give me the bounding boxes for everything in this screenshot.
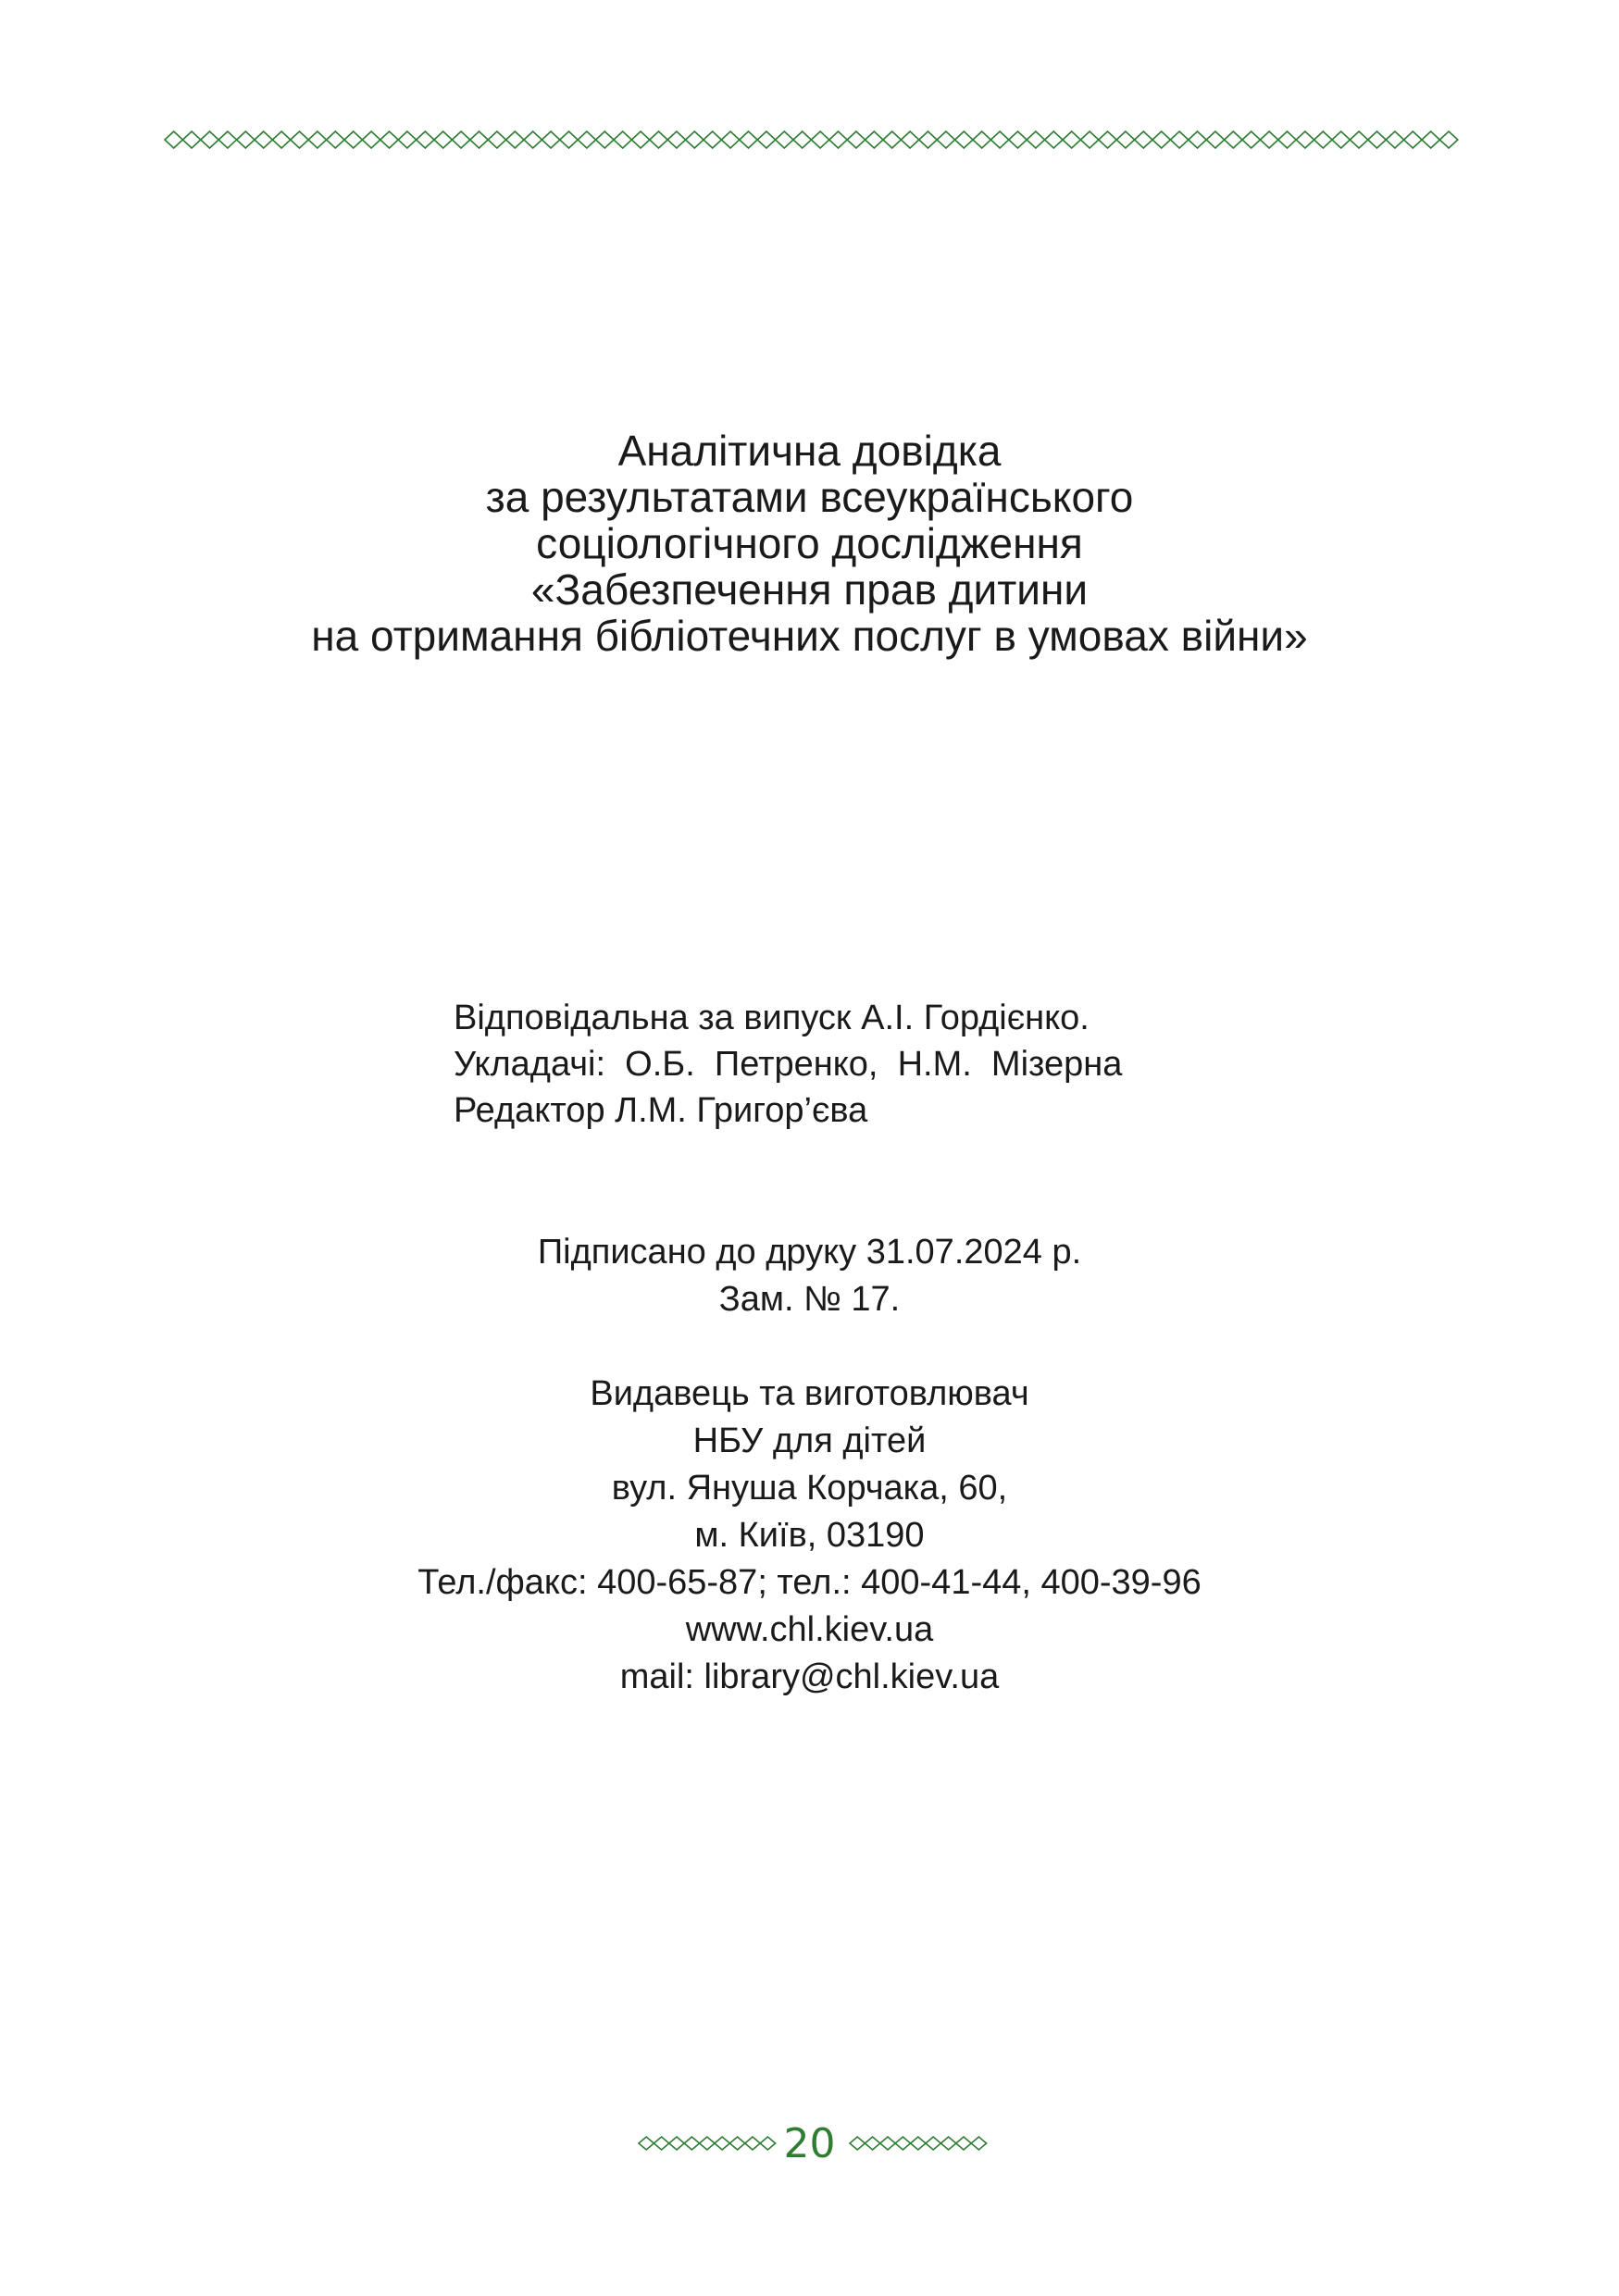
ornament-diamond xyxy=(847,131,865,148)
ornament-diamond xyxy=(911,2137,926,2150)
ornament-diamond xyxy=(1278,131,1296,148)
publisher-street: вул. Януша Корчака, 60, xyxy=(611,1469,1008,1508)
footer-right-ornament-icon xyxy=(850,2135,987,2152)
ornament-diamond xyxy=(1116,131,1134,148)
ornament-diamond xyxy=(937,131,954,148)
ornament-diamond xyxy=(1080,131,1098,148)
ornament-diamond xyxy=(362,131,380,148)
ornament-diamond xyxy=(895,2137,910,2150)
ornament-diamond xyxy=(1260,131,1277,148)
ornament-diamond xyxy=(344,131,362,148)
ornament-diamond xyxy=(1332,131,1350,148)
ornament-diamond xyxy=(1422,131,1439,148)
ornament-diamond xyxy=(578,131,595,148)
publisher-email: mail: library@chl.kiev.ua xyxy=(619,1657,1000,1696)
title-line-3: соціологічного дослідження xyxy=(536,519,1083,567)
ornament-diamond xyxy=(417,131,434,148)
ornament-diamond xyxy=(650,131,667,148)
ornament-diamond xyxy=(704,131,721,148)
ornament-diamond xyxy=(1135,131,1152,148)
ornament-diamond xyxy=(1314,131,1332,148)
signed-to-print: Підписано до друку 31.07.2024 р. xyxy=(537,1233,1082,1272)
ornament-diamond xyxy=(218,131,236,148)
ornament-diamond xyxy=(1404,131,1422,148)
ornament-diamond xyxy=(990,131,1008,148)
title-line-4: «Забезпечення прав дитини xyxy=(530,565,1089,614)
ornament-diamond xyxy=(1099,131,1116,148)
ornament-diamond xyxy=(470,131,488,148)
ornament-diamond xyxy=(971,2137,986,2150)
ornament-diamond xyxy=(291,131,308,148)
publisher-city: м. Київ, 03190 xyxy=(694,1516,925,1555)
ornament-diamond xyxy=(955,131,973,148)
order-number: Зам. № 17. xyxy=(718,1280,901,1319)
publisher-website: www.chl.kiev.ua xyxy=(685,1610,934,1649)
ornament-diamond xyxy=(1439,131,1457,148)
ornament-diamond xyxy=(542,131,559,148)
editor-line: Редактор Л.М. Григор’єва xyxy=(454,1091,868,1130)
imprint-spacer xyxy=(0,1323,1619,1371)
ornament-diamond xyxy=(398,131,416,148)
compilers-line: Укладачі: О.Б. Петренко, Н.М. Мізерна xyxy=(454,1045,1123,1084)
imprint-block xyxy=(0,1229,1619,1701)
ornament-diamond xyxy=(829,131,847,148)
title-line-2: за результатами всеукраїнського xyxy=(485,473,1134,521)
ornament-diamond xyxy=(1189,131,1206,148)
ornament-diamond xyxy=(776,131,793,148)
ornament-diamond xyxy=(793,131,811,148)
ornament-diamond xyxy=(1009,131,1027,148)
ornament-diamond xyxy=(182,131,200,148)
page-footer xyxy=(0,2116,1619,2172)
ornament-diamond xyxy=(1225,131,1242,148)
ornament-diamond xyxy=(631,131,649,148)
ornament-diamond xyxy=(667,131,685,148)
ornament-diamond xyxy=(850,2137,865,2150)
ornament-diamond xyxy=(866,131,883,148)
ornament-diamond xyxy=(956,2137,971,2150)
ornament-diamond xyxy=(1386,131,1403,148)
ornament-diamond xyxy=(721,131,739,148)
ornament-diamond xyxy=(272,131,290,148)
ornament-diamond xyxy=(327,131,344,148)
ornament-diamond xyxy=(919,131,937,148)
ornament-diamond xyxy=(1350,131,1367,148)
ornament-diamond xyxy=(1045,131,1063,148)
ornament-diamond xyxy=(1296,131,1314,148)
ornament-diamond xyxy=(1027,131,1044,148)
ornament-diamond xyxy=(811,131,828,148)
ornament-diamond xyxy=(686,131,704,148)
ornament-diamond xyxy=(1152,131,1170,148)
credits-block xyxy=(454,995,1122,1134)
title-line-5: на отримання бібліотечних послуг в умовах війни» xyxy=(311,612,1308,660)
top-diamond-ornament-icon xyxy=(165,130,1459,150)
ornament-diamond xyxy=(434,131,452,148)
ornament-diamond xyxy=(1063,131,1080,148)
ornament-diamond xyxy=(596,131,614,148)
title-line-1: Аналітична довідка xyxy=(617,427,1002,475)
ornament-diamond xyxy=(757,131,775,148)
ornament-diamond xyxy=(614,131,631,148)
ornament-diamond xyxy=(524,131,542,148)
ornament-diamond xyxy=(1170,131,1188,148)
publisher-name: НБУ для дітей xyxy=(692,1421,927,1460)
ornament-diamond xyxy=(740,131,757,148)
ornament-diamond xyxy=(880,2137,895,2150)
ornament-diamond xyxy=(380,131,398,148)
ornament-diamond xyxy=(165,131,182,148)
ornament-diamond xyxy=(255,131,272,148)
page-number: 20 xyxy=(783,2120,836,2167)
document-title xyxy=(0,428,1619,659)
publisher-phones: Тел./факс: 400-65-87; тел.: 400-41-44, 400-39-96 xyxy=(417,1563,1202,1602)
ornament-diamond xyxy=(901,131,918,148)
ornament-diamond xyxy=(201,131,218,148)
responsible-line: Відповідальна за випуск А.І. Гордієнко. xyxy=(454,999,1090,1037)
ornament-diamond xyxy=(488,131,505,148)
ornament-diamond xyxy=(1368,131,1386,148)
ornament-diamond xyxy=(973,131,990,148)
ornament-diamond xyxy=(1242,131,1260,148)
publisher-heading: Видавець та виготовлювач xyxy=(590,1374,1029,1413)
ornament-diamond xyxy=(560,131,578,148)
ornament-diamond xyxy=(237,131,255,148)
ornament-diamond xyxy=(883,131,901,148)
ornament-diamond xyxy=(452,131,469,148)
ornament-diamond xyxy=(865,2137,879,2150)
ornament-diamond xyxy=(1206,131,1224,148)
ornament-diamond xyxy=(506,131,524,148)
ornament-diamond xyxy=(926,2137,940,2150)
ornament-diamond xyxy=(940,2137,955,2150)
ornament-diamond xyxy=(308,131,326,148)
